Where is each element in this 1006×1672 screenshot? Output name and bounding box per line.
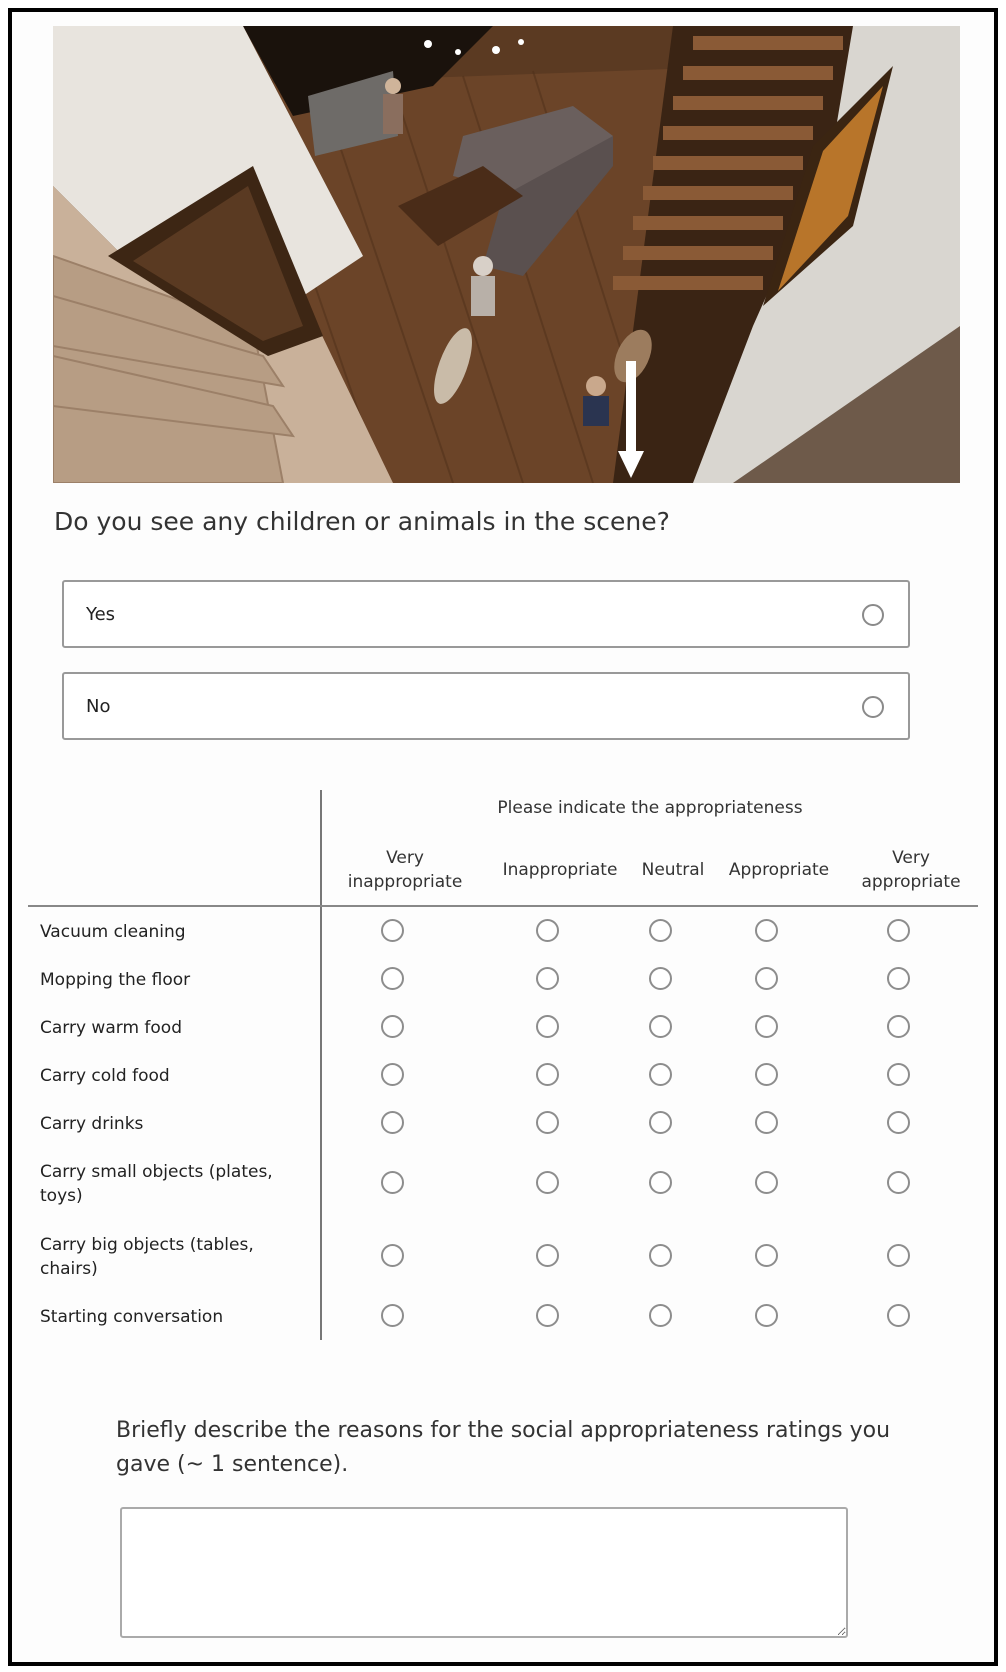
column-appropriate: Appropriate [728,860,830,880]
radio-mopping-the-floor-very-appropriate[interactable] [887,967,910,990]
row-label-mopping-floor: Mopping the floor [40,970,191,990]
radio-carry-big-objects-tables-chairs-very-inappropriate[interactable] [381,1244,404,1267]
radio-carry-drinks-very-appropriate[interactable] [887,1111,910,1134]
radio-carry-small-objects-plates-toys-very-appropriate[interactable] [887,1171,910,1194]
scene-image [53,26,960,483]
radio-carry-cold-food-very-inappropriate[interactable] [381,1063,404,1086]
radio-carry-cold-food-appropriate[interactable] [755,1063,778,1086]
radio-carry-cold-food-very-appropriate[interactable] [887,1063,910,1086]
row-label-carry-cold-food: Carry cold food [40,1066,170,1086]
radio-mopping-the-floor-inappropriate[interactable] [536,967,559,990]
radio-vacuum-cleaning-appropriate[interactable] [755,919,778,942]
radio-carry-warm-food-appropriate[interactable] [755,1015,778,1038]
question-children-animals: Do you see any children or animals in the scene? [54,507,670,536]
option-no[interactable] [62,672,910,740]
radio-starting-conversation-appropriate[interactable] [755,1304,778,1327]
matrix-divider-vertical [320,790,322,1340]
row-label-carry-big-objects: Carry big objects (tables, chairs) [40,1235,254,1279]
radio-carry-warm-food-very-inappropriate[interactable] [381,1015,404,1038]
matrix-scale-title: Please indicate the appropriateness [497,798,803,818]
radio-starting-conversation-very-inappropriate[interactable] [381,1304,404,1327]
option-no-label: No [86,696,111,717]
radio-carry-drinks-very-inappropriate[interactable] [381,1111,404,1134]
row-label-carry-small-objects: Carry small objects (plates, toys) [40,1162,273,1206]
radio-carry-small-objects-plates-toys-appropriate[interactable] [755,1171,778,1194]
column-inappropriate: Inappropriate [502,860,618,880]
radio-carry-big-objects-tables-chairs-inappropriate[interactable] [536,1244,559,1267]
radio-mopping-the-floor-appropriate[interactable] [755,967,778,990]
radio-mopping-the-floor-very-inappropriate[interactable] [381,967,404,990]
matrix-divider-horizontal [28,905,978,907]
radio-vacuum-cleaning-very-inappropriate[interactable] [381,919,404,942]
row-label-carry-drinks: Carry drinks [40,1114,144,1134]
radio-vacuum-cleaning-neutral[interactable] [649,919,672,942]
radio-mopping-the-floor-neutral[interactable] [649,967,672,990]
radio-carry-warm-food-neutral[interactable] [649,1015,672,1038]
radio-carry-big-objects-tables-chairs-appropriate[interactable] [755,1244,778,1267]
radio-carry-warm-food-very-appropriate[interactable] [887,1015,910,1038]
radio-carry-cold-food-neutral[interactable] [649,1063,672,1086]
question-reasons: Briefly describe the reasons for the social appropriateness ratings you gave (~ 1 sentence). [116,1418,891,1477]
radio-carry-small-objects-plates-toys-inappropriate[interactable] [536,1171,559,1194]
radio-carry-big-objects-tables-chairs-neutral[interactable] [649,1244,672,1267]
appropriateness-matrix [28,790,978,1340]
radio-vacuum-cleaning-very-appropriate[interactable] [887,919,910,942]
column-very-appropriate: Very appropriate [861,848,961,892]
column-neutral: Neutral [641,860,705,880]
radio-carry-cold-food-inappropriate[interactable] [536,1063,559,1086]
option-yes[interactable] [62,580,910,648]
row-label-starting-conversation: Starting conversation [40,1307,224,1327]
radio-carry-warm-food-inappropriate[interactable] [536,1015,559,1038]
option-yes-radio[interactable] [862,604,884,626]
radio-starting-conversation-very-appropriate[interactable] [887,1304,910,1327]
radio-starting-conversation-inappropriate[interactable] [536,1304,559,1327]
radio-carry-small-objects-plates-toys-very-inappropriate[interactable] [381,1171,404,1194]
radio-carry-drinks-neutral[interactable] [649,1111,672,1134]
row-label-vacuum-cleaning: Vacuum cleaning [40,922,186,942]
option-yes-label: Yes [86,604,116,625]
column-very-inappropriate: Very inappropriate [347,848,463,892]
option-no-radio[interactable] [862,696,884,718]
radio-carry-drinks-inappropriate[interactable] [536,1111,559,1134]
radio-carry-drinks-appropriate[interactable] [755,1111,778,1134]
radio-vacuum-cleaning-inappropriate[interactable] [536,919,559,942]
row-label-carry-warm-food: Carry warm food [40,1018,182,1038]
survey-frame [8,8,998,1666]
radio-carry-small-objects-plates-toys-neutral[interactable] [649,1171,672,1194]
radio-starting-conversation-neutral[interactable] [649,1304,672,1327]
reasons-textarea[interactable] [120,1507,848,1638]
radio-carry-big-objects-tables-chairs-very-appropriate[interactable] [887,1244,910,1267]
